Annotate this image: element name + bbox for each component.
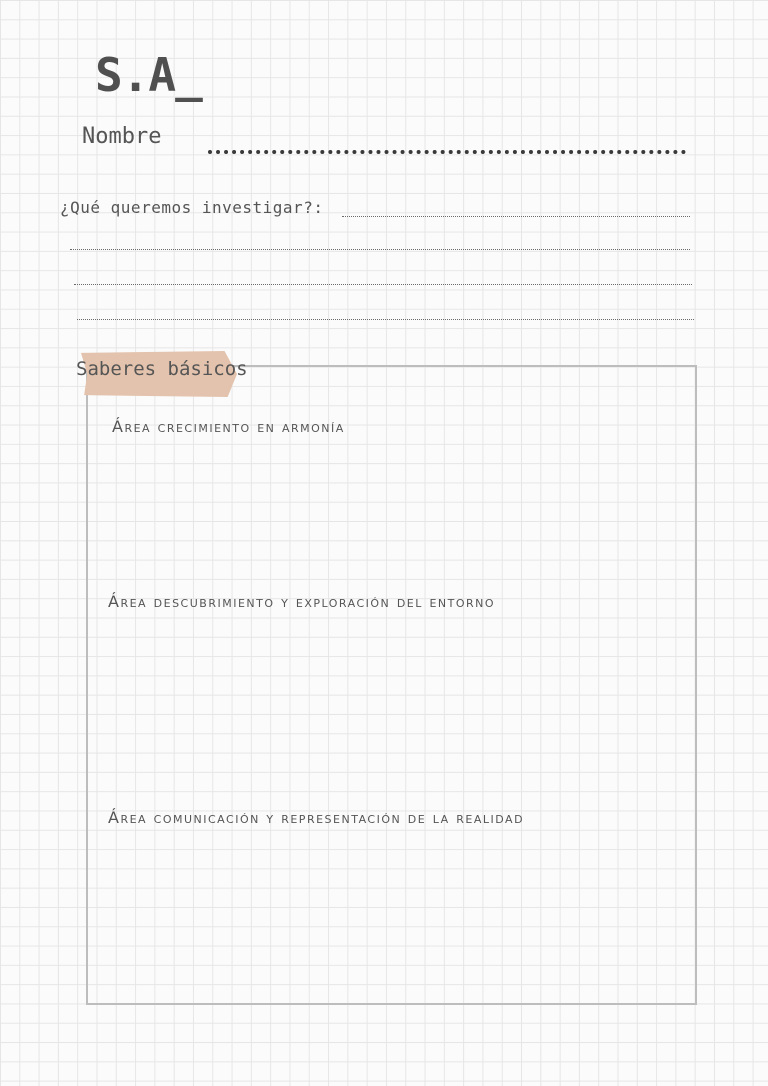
area-comunicacion-heading: Área comunicación y representación de la realidad xyxy=(108,808,525,827)
area-descubrimiento-heading: Área descubrimiento y exploración del entorno xyxy=(108,592,496,611)
question-answer-line-3[interactable] xyxy=(74,284,692,285)
question-label: ¿Qué queremos investigar?: xyxy=(60,198,324,217)
question-answer-line-2[interactable] xyxy=(70,249,690,250)
saberes-basicos-label: Saberes básicos xyxy=(76,358,248,380)
name-label: Nombre xyxy=(82,124,162,149)
area-crecimiento-heading: Área crecimiento en armonía xyxy=(112,417,345,436)
question-answer-line-4[interactable] xyxy=(77,319,694,320)
saberes-basicos-box xyxy=(86,365,697,1005)
name-field-line[interactable] xyxy=(208,150,686,154)
question-answer-line-1[interactable] xyxy=(342,216,690,217)
page-title: S.A_ xyxy=(95,48,202,102)
